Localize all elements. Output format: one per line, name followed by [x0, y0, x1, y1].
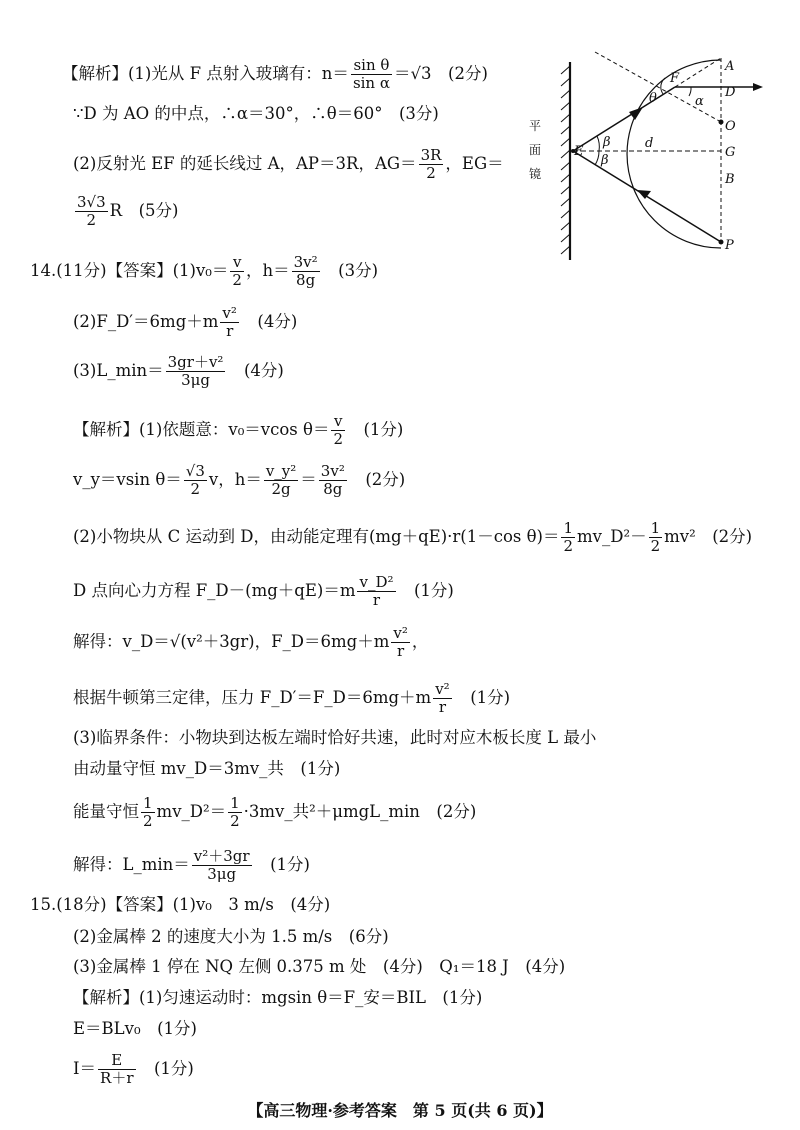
fraction-denominator: 2: [563, 537, 574, 555]
label-g: G: [725, 145, 736, 160]
fraction-denominator: 2: [190, 480, 201, 498]
fraction-numerator: v_y²: [265, 462, 297, 480]
text-run: (2)F_D′＝6mg＋m: [73, 312, 219, 331]
text-run: ＝√3 (2分): [394, 64, 488, 83]
fraction-denominator: R＋r: [100, 1069, 134, 1087]
text-run: mv_D²－: [577, 527, 647, 546]
label-beta-upper: β: [603, 135, 611, 150]
text-run: 【解析】(1)匀速运动时：mgsin θ＝F_安＝BIL (1分): [73, 988, 483, 1007]
fraction-denominator: 2: [143, 812, 153, 830]
q13-analysis-line-4: [73, 194, 178, 229]
fraction: [561, 520, 575, 555]
fraction: [391, 625, 410, 660]
fraction-numerator: √3: [185, 462, 205, 480]
fraction-numerator: v²: [435, 680, 450, 698]
fraction-numerator: v²: [393, 624, 408, 642]
optics-diagram: [525, 50, 775, 280]
text-run: (3)L_min＝: [73, 361, 164, 380]
q15-answer-line-3: [73, 956, 565, 978]
text-run: ，: [411, 632, 429, 651]
label-theta: θ: [649, 91, 657, 106]
q14-analysis-line-8: [73, 758, 340, 780]
text-run: (1分): [347, 420, 404, 439]
fraction-denominator: r: [438, 698, 447, 716]
text-run: ∵D 为 AO 的中点，∴α＝30°，∴θ＝60° (3分): [73, 104, 439, 123]
text-run: 14.(11分)【答案】(1)v₀＝: [30, 261, 229, 280]
theta-arc: [661, 78, 665, 94]
fraction-denominator: 2: [650, 537, 661, 555]
fraction-numerator: v²: [222, 304, 237, 322]
q14-analysis-line-4: [73, 574, 454, 609]
text-run: ·3mv_共²＋μmgL_min (2分): [243, 802, 477, 821]
fraction-denominator: sin α: [352, 74, 390, 92]
text-run: (1分): [397, 581, 454, 600]
q13-analysis-line-2: [73, 103, 439, 125]
label-alpha: α: [695, 94, 704, 109]
q15-analysis-line-3: [73, 1052, 194, 1087]
fraction: [166, 354, 226, 389]
beta-arc-upper: [597, 136, 599, 151]
q14-answer-line-1: [30, 254, 378, 289]
beta-arc-lower: [595, 151, 599, 165]
fraction-denominator: 3μg: [181, 371, 210, 389]
text-run: 【解析】(1)光从 F 点射入玻璃有：n＝: [62, 64, 349, 83]
fraction-numerator: 1: [230, 794, 240, 812]
q14-analysis-line-1: [73, 413, 403, 448]
text-run: v，h＝: [208, 470, 262, 489]
mirror-label-char-1: 平: [529, 119, 542, 133]
fraction-denominator: 2g: [271, 480, 291, 498]
fraction: [292, 254, 320, 289]
fraction-numerator: 3v²: [320, 462, 345, 480]
text-run: (2)金属棒 2 的速度大小为 1.5 m/s (6分): [73, 927, 389, 946]
text-run: (2)小物块从 C 运动到 D，由动能定理有(mg＋qE)·r(1－cos θ)＝: [73, 527, 560, 546]
text-run: (1分): [253, 855, 310, 874]
fraction-denominator: r: [372, 591, 381, 609]
fraction-denominator: r: [397, 642, 405, 660]
fraction-denominator: 2: [333, 430, 343, 448]
point-p: [719, 240, 724, 245]
text-run: 根据牛顿第三定律，压力 F_D′＝F_D＝6mg＋m: [73, 688, 432, 707]
fraction: [357, 574, 395, 609]
text-run: (4分): [240, 312, 298, 331]
q14-analysis-line-2: [73, 463, 405, 498]
mirror-label-char-2: 面: [529, 143, 542, 157]
text-run: ，EG＝: [445, 154, 504, 173]
q13-analysis-line-3: [73, 147, 504, 182]
text-run: 由动量守恒 mv_D＝3mv_共 (1分): [73, 759, 341, 778]
text-run: mv_D²＝: [156, 802, 227, 821]
fraction: [184, 463, 207, 498]
fraction: [264, 463, 298, 498]
label-e: E: [574, 144, 584, 159]
fraction-numerator: 3v²: [293, 253, 318, 271]
mirror-label-char-3: 镜: [529, 167, 542, 181]
text-run: E＝BLv₀ (1分): [73, 1019, 197, 1038]
label-b: B: [725, 172, 735, 187]
text-run: I＝: [73, 1059, 97, 1078]
fraction: [351, 57, 392, 92]
fraction: [331, 413, 345, 448]
q15-answer-line-2: [73, 926, 389, 948]
q15-analysis-line-2: [73, 1018, 197, 1040]
fraction: [141, 795, 155, 830]
q14-analysis-line-10: [73, 848, 310, 883]
fraction-denominator: 2: [86, 211, 97, 229]
q15-answer-line-1: [30, 894, 330, 916]
fraction-numerator: 1: [143, 794, 153, 812]
text-run: (1分): [453, 688, 511, 707]
fraction-numerator: v_D²: [359, 573, 394, 591]
text-run: 【解析】(1)依题意：v₀＝vcos θ＝: [73, 420, 330, 439]
label-a: A: [725, 59, 735, 74]
alpha-arc: [689, 87, 691, 96]
fraction: [98, 1052, 135, 1087]
text-run: (2)反射光 EF 的延长线过 A，AP＝3R，AG＝: [73, 154, 417, 173]
text-run: 15.(18分)【答案】(1)v₀ 3 m/s (4分): [30, 895, 331, 914]
text-run: (2分): [348, 470, 406, 489]
fraction: [220, 305, 239, 340]
label-p: P: [725, 238, 734, 253]
fraction-denominator: 2: [230, 812, 240, 830]
q14-answer-line-2: [73, 305, 297, 340]
fraction: [649, 520, 663, 555]
point-o: [719, 120, 724, 125]
fraction-numerator: 3R: [420, 146, 442, 164]
text-run: 解得：v_D＝√(v²＋3gr)，F_D＝6mg＋m: [73, 632, 390, 651]
fraction-denominator: r: [226, 322, 234, 340]
fraction: [319, 463, 347, 498]
q14-analysis-line-9: [73, 795, 476, 830]
label-f: F: [670, 71, 680, 86]
fraction-numerator: v²＋3gr: [193, 847, 250, 865]
text-run: ＝: [300, 470, 317, 489]
text-run: (1分): [137, 1059, 194, 1078]
text-run: D 点向心力方程 F_D－(mg＋qE)＝m: [73, 581, 356, 600]
fraction-denominator: 2: [426, 164, 436, 182]
q14-analysis-line-6: [73, 681, 510, 716]
fraction: [75, 194, 108, 229]
fraction: [419, 147, 444, 182]
q14-answer-line-3: [73, 354, 284, 389]
fraction-numerator: 3√3: [77, 193, 106, 211]
text-run: 能量守恒: [73, 802, 139, 821]
fraction-denominator: 2: [232, 271, 242, 289]
ray-ef: [573, 87, 675, 151]
fraction: [433, 681, 452, 716]
fraction-numerator: sin θ: [351, 57, 392, 75]
fraction-numerator: 1: [563, 519, 574, 537]
text-run: ，h＝: [245, 261, 290, 280]
label-d: D: [725, 85, 736, 100]
q14-analysis-line-7: [73, 727, 596, 749]
page-footer: 【高三物理·参考答案 第 5 页(共 6 页)】: [247, 1101, 553, 1120]
q14-analysis-line-5: [73, 625, 428, 660]
fraction-denominator: 3μg: [207, 865, 237, 883]
label-d-distance: d: [645, 136, 654, 151]
fraction-numerator: v: [230, 254, 244, 272]
text-run: (4分): [227, 361, 284, 380]
label-o: O: [725, 119, 736, 134]
fraction-numerator: 1: [650, 519, 661, 537]
mirror-hatching: [561, 66, 570, 254]
ray-fd-arrow: [753, 83, 763, 91]
text-run: R (5分): [109, 201, 179, 220]
fraction: [192, 848, 252, 883]
ray-ef-arrow: [629, 107, 643, 120]
fraction: [230, 254, 244, 289]
label-beta-lower: β: [601, 153, 609, 168]
q14-analysis-line-3: [73, 520, 752, 555]
fraction: [228, 795, 242, 830]
fraction-denominator: 8g: [323, 480, 343, 498]
text-run: mv² (2分): [664, 527, 753, 546]
text-run: (3)金属棒 1 停在 NQ 左侧 0.375 m 处 (4分) Q₁＝18 J (4分): [73, 957, 566, 976]
fraction-numerator: E: [98, 1052, 135, 1070]
q13-analysis-line-1: [62, 57, 488, 92]
text-run: (3)临界条件：小物块到达板左端时恰好共速，此时对应木板长度 L 最小: [73, 728, 597, 747]
text-run: 解得：L_min＝: [73, 855, 190, 874]
text-run: (3分): [321, 261, 379, 280]
q15-analysis-line-1: [73, 987, 482, 1009]
fraction-numerator: 3gr＋v²: [167, 353, 224, 371]
fraction-numerator: v: [331, 413, 345, 431]
text-run: v_y＝vsin θ＝: [73, 470, 182, 489]
fraction-denominator: 8g: [296, 271, 316, 289]
